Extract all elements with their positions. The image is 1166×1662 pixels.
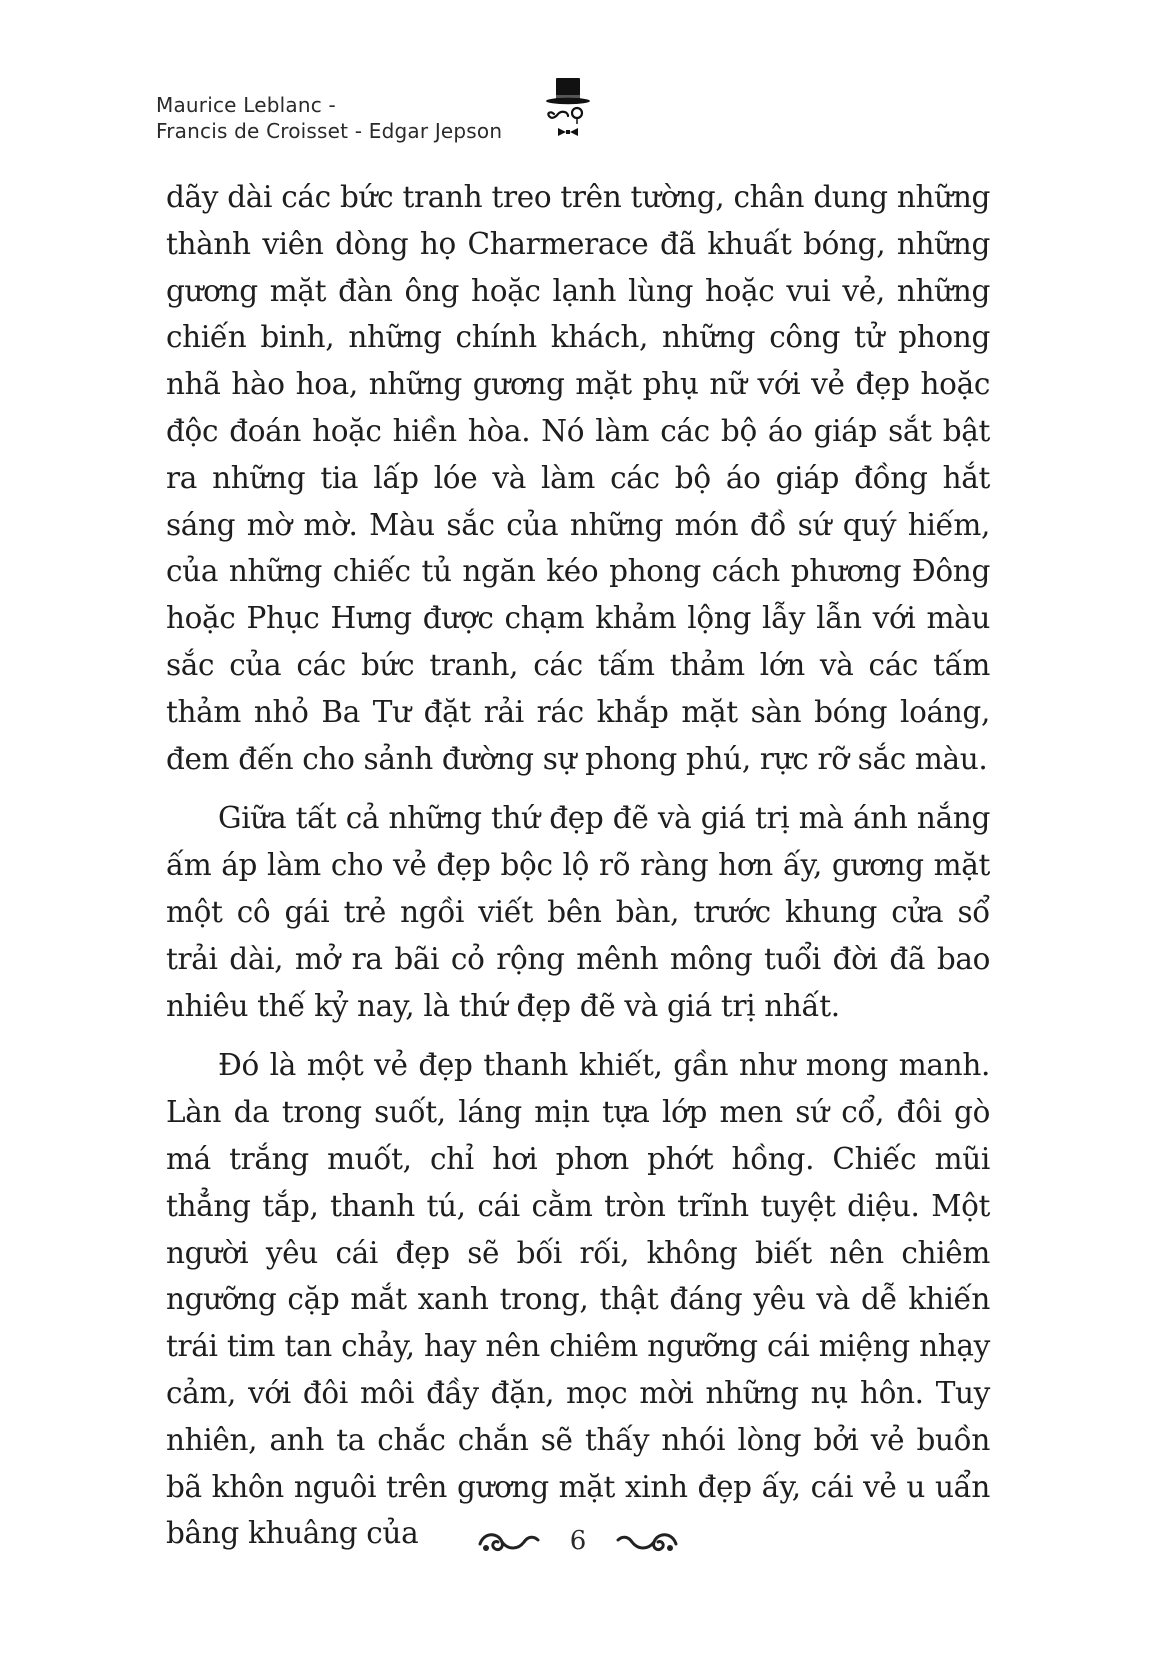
scroll-flourish-left-icon <box>476 1528 540 1556</box>
page-number: 6 <box>569 1526 587 1556</box>
paragraph-2: Giữa tất cả những thứ đẹp đẽ và giá trị mà ánh nắng ấm áp làm cho vẻ đẹp bộc lộ rõ ràng hơn ấy, gương mặt một cô gái trẻ ngồi viết bên bàn, trước khung cửa sổ trải dài, mở ra bãi cỏ rộng mênh mông tuổi đời đã bao nhiêu thế kỷ nay, là thứ đẹp đẽ và giá trị nhất. <box>166 801 990 1023</box>
author-line-1: Maurice Leblanc - <box>156 93 336 117</box>
running-header <box>156 92 502 144</box>
author-line-2: Francis de Croisset - Edgar Jepson <box>156 119 503 143</box>
paragraph-1: dãy dài các bức tranh treo trên tường, chân dung những thành viên dòng họ Charmerace đã khuất bóng, những gương mặt đàn ông hoặc lạnh lùng hoặc vui vẻ, những chiến binh, những chính khách, những công tử phong nhã hào hoa, những gương mặt phụ nữ với vẻ đẹp hoặc độc đoán hoặc hiền hòa. Nó làm các bộ áo giáp sắt bật ra những tia lấp lóe và làm các bộ áo giáp đồng hắt sáng mờ mờ. Màu sắc của những món đồ sứ quý hiếm, của những chiếc tủ ngăn kéo phong cách phương Đông hoặc Phục Hưng được chạm khảm lộng lẫy lẫn với màu sắc của các bức tranh, các tấm thảm lớn và các tấm thảm nhỏ Ba Tư đặt rải rác khắp mặt sàn bóng loáng, đem đến cho sảnh đường sự phong phú, rực rỡ sắc màu. <box>166 180 990 776</box>
body-text <box>166 174 990 1570</box>
paragraph-3: Đó là một vẻ đẹp thanh khiết, gần như mong manh. Làn da trong suốt, láng mịn tựa lớp men sứ cổ, đôi gò má trắng muốt, chỉ hơi phơn phớt hồng. Chiếc mũi thẳng tắp, thanh tú, cái cằm tròn trĩnh tuyệt diệu. Một người yêu cái đẹp sẽ bối rối, không biết nên chiêm ngưỡng cặp mắt xanh trong, thật đáng yêu và dễ khiến trái tim tan chảy, hay nên chiêm ngưỡng cái miệng nhạy cảm, với đôi môi đầy đặn, mọc mời những nụ hôn. Tuy nhiên, anh ta chắc chắn sẽ thấy nhói lòng bởi vẻ buồn bã khôn nguôi trên gương mặt xinh đẹp ấy, cái vẻ u uẩn bâng khuâng của <box>166 1048 990 1551</box>
page-footer <box>0 1522 1166 1562</box>
scroll-flourish-right-icon <box>616 1528 680 1556</box>
top-hat-monocle-bowtie-icon <box>544 76 592 148</box>
